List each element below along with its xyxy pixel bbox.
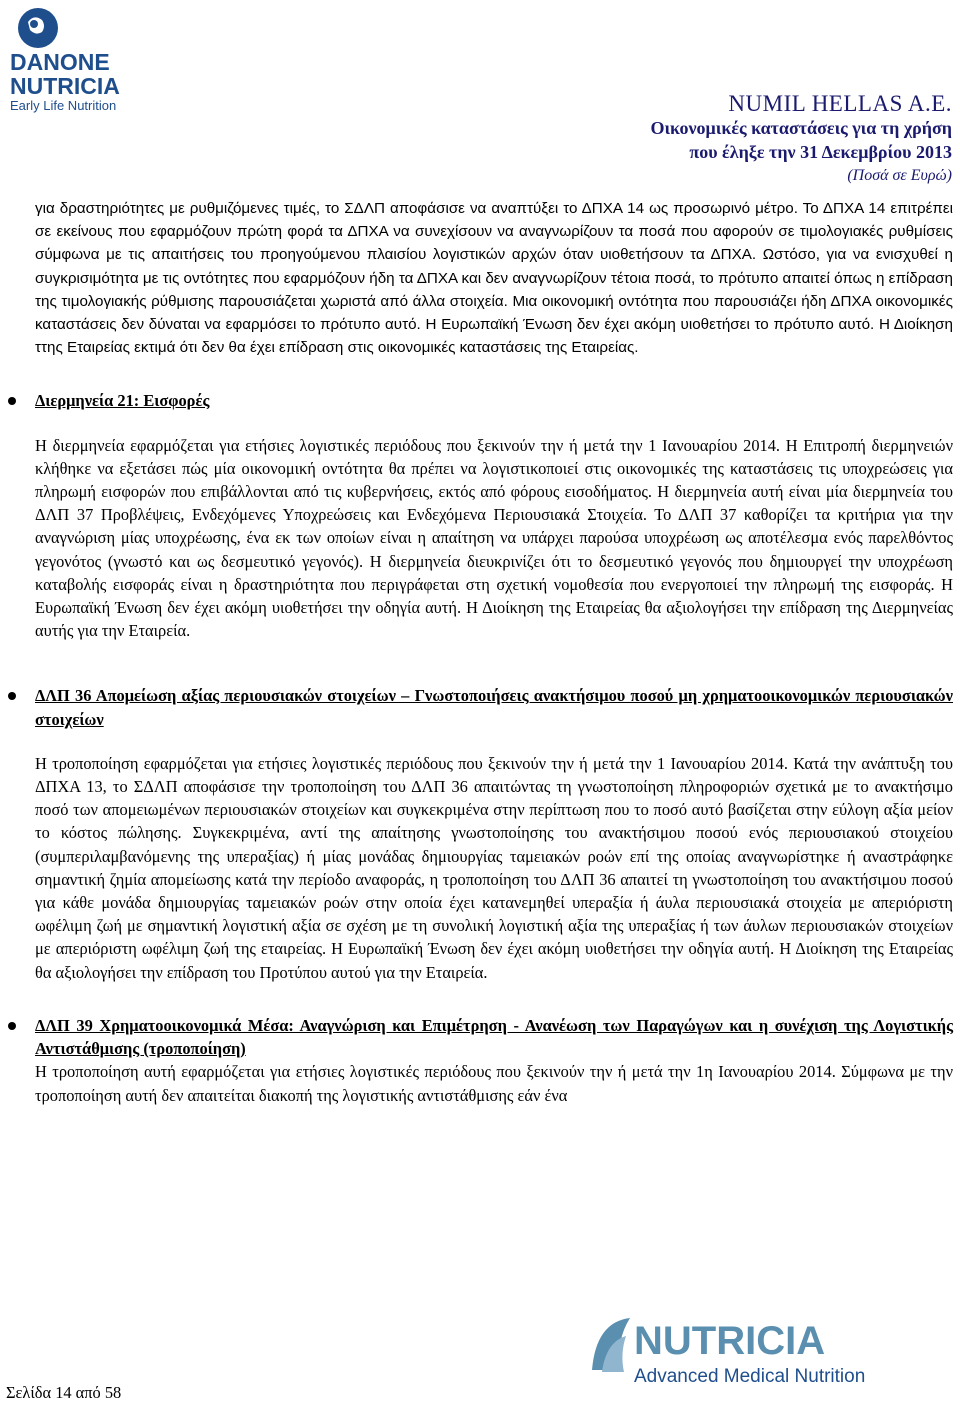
statement-period: που έληξε την 31 Δεκεμβρίου 2013	[689, 142, 952, 162]
document-header	[650, 92, 952, 188]
section-ias-39	[35, 1014, 953, 1107]
page-number: Σελίδα 14 από 58	[6, 1383, 122, 1402]
section-title: Διερμηνεία 21: Εισφορές	[35, 391, 210, 411]
danone-nutricia-logo	[6, 4, 176, 114]
bullet-icon	[8, 692, 16, 700]
section-ifric-21	[35, 389, 953, 642]
nutricia-emblem-icon	[592, 1318, 630, 1372]
bullet-icon	[8, 1022, 16, 1030]
danone-child-emblem	[18, 8, 58, 48]
section-body: Η τροποποίηση εφαρμόζεται για ετήσιες λογιστικές περιόδους που ξεκινούν την ή μετά την 1 Ιανουαρίου 2014. Κατά την ανάπτυξη του ΔΠΧΑ 13, το ΣΔΛΠ αποφάσισε την τροποποίηση του ΔΛΠ 36 απαιτώντας τη γνωστοποίηση πληροφοριών σχετικά με το ανακτήσιμο ποσό των απομειωμένων περιουσιακών στοιχείων και συγκεκριμένα στην περίπτωση που το ποσό αυτό βασίζεται στην εύλογη αξία μείον το κόστος πώλησης. Συγκεκριμένα, αντί της απαίτησης γνωστοποίησης του ανακτήσιμου ποσού ενός περιουσιακού στοιχείου (συμπεριλαμβανόμενης της υπεραξίας) ή μίας μονάδας δημιουργίας ταμειακών ροών επί της οποίας αναγνωρίστηκε ή αναστράφηκε σημαντική ζημία απομείωσης κατά την περίοδο αναφοράς, η τροποποίηση του ΔΛΠ 36 απαιτεί τη γνωστοποίηση του ανακτήσιμου ποσού για κάθε μονάδα δημιουργίας ταμειακών ροών στην οποία έχει κατανεμηθεί υπεραξία ή άυλα περιουσιακά στοιχεία με απεριόριστη ωφέλιμη ζωή με σημαντική λογιστική αξία σε σχέση με τη συνολική λογιστική αξία της υπεραξίας ή των άυλων περιουσιακών στοιχείων με απεριόριστη ωφέλιμη ζωή της εταιρείας. Η Ευρωπαϊκή Ένωση δεν έχει ακόμη υιοθετήσει την οδηγία αυτή. Η Διοίκηση της Εταιρείας θα αξιολογήσει την επίδραση του Προτύπου αυτού για την Εταιρεία.	[35, 753, 953, 982]
section-ias-36	[35, 684, 953, 983]
logo-line-1: DANONE	[10, 49, 110, 75]
section-title: ΔΛΠ 36 Απομείωση αξίας περιουσιακών στοιχείων – Γνωστοποιήσεις ανακτήσιμου ποσού μη χρηματοοικονομικών περιουσιακών στοιχείων	[35, 686, 953, 729]
nutricia-tagline: Advanced Medical Nutrition	[634, 1366, 866, 1387]
company-name: NUMIL HELLAS A.E.	[728, 91, 952, 116]
statement-title: Οικονομικές καταστάσεις για τη χρήση	[650, 118, 952, 138]
nutricia-brand: NUTRICIA	[634, 1319, 826, 1363]
section-title: ΔΛΠ 39 Χρηματοοικονομικά Μέσα: Αναγνώριση και Επιμέτρηση - Ανανέωση των Παραγώγων και η συνέχιση της Λογιστικής Αντιστάθμισης (τροποποίηση)	[35, 1015, 953, 1059]
intro-paragraph: για δραστηριότητες με ρυθμιζόμενες τιμές, το ΣΔΛΠ αποφάσισε να αναπτύξει το ΔΠΧΑ 14 ως προσωρινό μέτρο. Το ΔΠΧΑ 14 επιτρέπει σε εκείνους που εφαρμόζουν πρώτη φορά τα ΔΠΧΑ να συνεχίσουν να αναγνωρίζουν τα ποσά που αφορούν σε τιμολογιακές ρυθμίσεις σύμφωνα με τις απαιτήσεις του προηγούμενου πλαισίου λογιστικών αρχών όταν υιοθετήσουν τα ΔΠΧΑ. Ωστόσο, για να ενισχυθεί η συγκρισιμότητα με τις οντότητες που εφαρμόζουν ήδη τα ΔΠΧΑ και δεν αναγνωρίζουν τέτοια ποσά, το πρότυπο απαιτεί όπως η επίδραση της τιμολογιακής ρύθμισης παρουσιάζεται χωριστά από άλλα στοιχεία. Μια οικονομική οντότητα που παρουσιάζει ήδη ΔΠΧΑ οικονομικές καταστάσεις δεν δύναται να εφαρμόσει το πρότυπο αυτό. Η Ευρωπαϊκή Ένωση δεν έχει ακόμη υιοθετήσει το πρότυπο αυτό. Η Διοίκηση ττης Εταιρείας εκτιμά ότι δεν θα έχει επίδραση στις οικονομικές καταστάσεις της Εταιρείας.	[35, 200, 953, 357]
page-body	[35, 197, 953, 1107]
section-body: Η τροποποίηση αυτή εφαρμόζεται για ετήσιες λογιστικές περιόδους που ξεκινούν την ή μετά την 1η Ιανουαρίου 2014. Σύμφωνα με την τροποποίηση αυτή δεν απαιτείται διακοπή της λογιστικής αντιστάθμισης εάν ένα	[35, 1062, 953, 1105]
currency-units: (Ποσά σε Ευρώ)	[847, 167, 952, 184]
section-body: Η διερμηνεία εφαρμόζεται για ετήσιες λογιστικές περιόδους που ξεκινούν την ή μετά την 1 Ιανουαρίου 2014. Η Επιτροπή διερμηνειών κλήθηκε να εξετάσει πώς μία οικονομική οντότητα θα πρέπει να λογιστικοποιεί στις οικονομικές της καταστάσεις τις υποχρεώσεις για πληρωμή εισφορών που επιβάλλονται από τις κυβερνήσεις, εκτός από φόρους εισοδήματος. Η διερμηνεία αυτή είναι μία διερμηνεία του ΔΛΠ 37 Προβλέψεις, Ενδεχόμενες Υποχρεώσεις και Ενδεχόμενα Περιουσιακά Στοιχεία. Το ΔΛΠ 37 καθορίζει τα κριτήρια για την αναγνώριση μίας υποχρέωσης, ένα εκ των οποίων είναι η απαίτηση να υπάρχει παρούσα υποχρέωση ως αποτέλεσμα ενός παρελθόντος γεγονότος (γνωστό και ως δεσμευτικό γεγονός). Η διερμηνεία διευκρινίζει ότι το δεσμευτικό γεγονός που δημιουργεί την υποχρέωση καταβολής εισφοράς είναι η δραστηριότητα που περιγράφεται στη σχετική νομοθεσία που ενεργοποιεί την πληρωμή της εισφοράς. Η Ευρωπαϊκή Ένωση δεν έχει ακόμη υιοθετήσει την οδηγία αυτή. Η Διοίκηση της Εταιρείας θα αξιολογήσει την επίδραση της Διερμηνείας αυτής για την Εταιρεία.	[35, 435, 953, 641]
logo-line-2: NUTRICIA	[10, 73, 120, 99]
logo-line-3: Early Life Nutrition	[10, 98, 117, 113]
bullet-icon	[8, 397, 16, 405]
nutricia-logo	[586, 1312, 956, 1402]
